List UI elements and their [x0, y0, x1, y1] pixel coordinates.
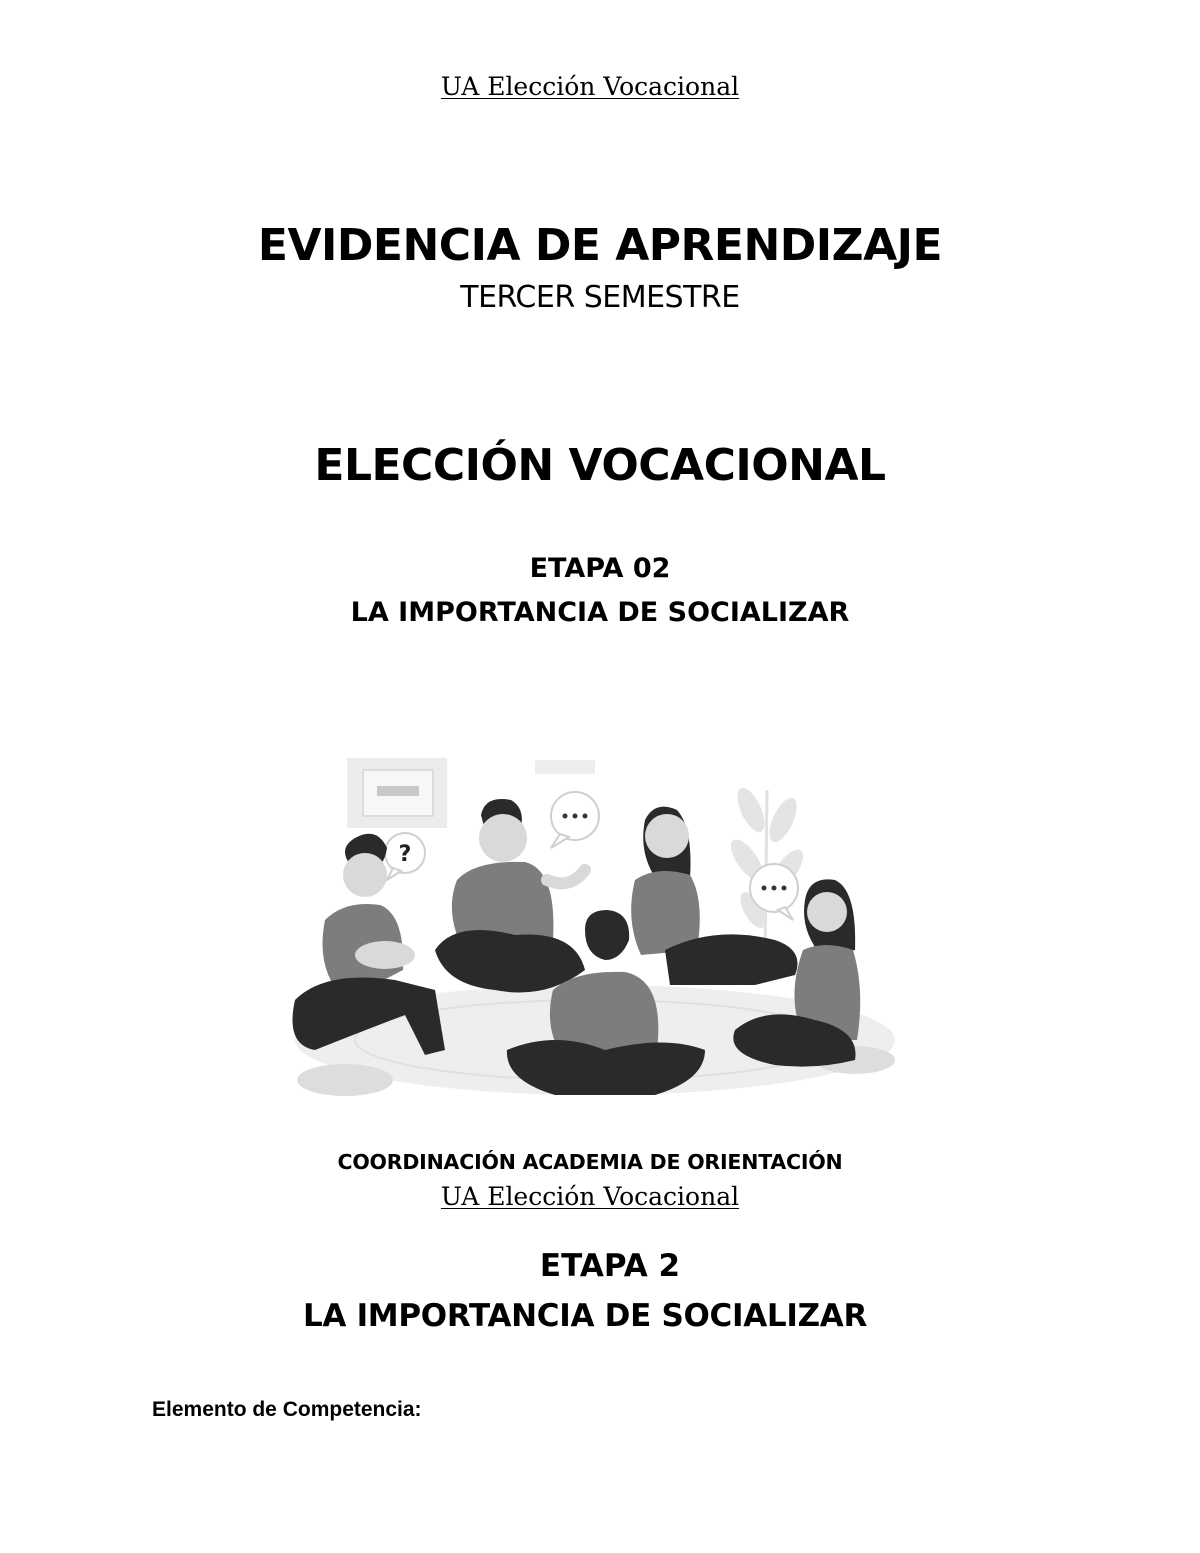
competence-label: Elemento de Competencia: [152, 1398, 422, 1421]
section-stage-code: ETAPA 2 [539, 1248, 681, 1284]
floor-cushion-left [297, 1064, 393, 1096]
person-left [293, 834, 446, 1055]
question-mark: ? [398, 842, 412, 867]
stage-name: LA IMPORTANCIA DE SOCIALIZAR [350, 597, 850, 628]
subject-title: ELECCIÓN VOCACIONAL [314, 440, 886, 491]
footer-ua-label: UA Elección Vocacional [440, 1182, 740, 1211]
coordination-label: COORDINACIÓN ACADEMIA DE ORIENTACIÓN [337, 1150, 843, 1174]
section-stage-name: LA IMPORTANCIA DE SOCIALIZAR [302, 1298, 868, 1334]
semester-label: TERCER SEMESTRE [460, 280, 740, 315]
question-bubble-icon [385, 833, 425, 880]
speech-bubble-icon [551, 792, 599, 848]
header-ua-label: UA Elección Vocacional [440, 72, 740, 101]
wall-frame-bar [377, 786, 419, 796]
wall-shelf [535, 760, 595, 774]
cover-title: EVIDENCIA DE APRENDIZAJE [257, 220, 943, 271]
group-conversation-illustration [285, 750, 900, 1120]
stage-code: ETAPA 02 [529, 553, 671, 584]
